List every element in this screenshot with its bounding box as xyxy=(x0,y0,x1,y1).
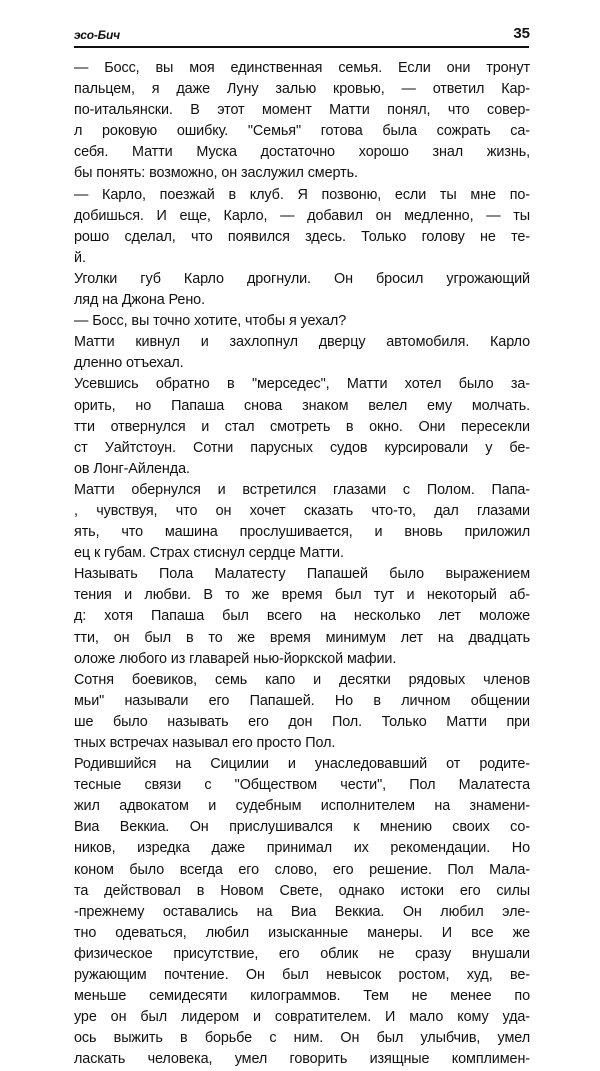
text-line: коном было всегда его слово, его решение. Пол Мала- xyxy=(74,861,530,878)
text-line: -прежнему оставались на Виа Веккиа. Он любил эле- xyxy=(74,903,530,920)
text-line: ше было называть его дон Пол. Только Матти при xyxy=(74,713,530,730)
running-title: эсо-Бич xyxy=(74,28,120,42)
text-line: оложе любого из главарей нью-йоркской мафии. xyxy=(74,650,397,667)
text-line: добишься. И еще, Карло, — добавил он медленно, — ты xyxy=(74,207,530,224)
text-line: пальцем, я даже Луну залью кровью, — ответил Кар- xyxy=(74,81,530,98)
text-line: жил адвокатом и судебным исполнителем на знамени- xyxy=(74,798,530,815)
text-line: тения и любви. В то же время был тут и некоторый аб- xyxy=(74,587,530,604)
text-line: д: хотя Папаша был всего на несколько лет моложе xyxy=(74,608,530,625)
text-line: Называть Пола Малатесту Папашей было выражением xyxy=(74,566,530,583)
text-line: ось выжить в борьбе с ним. Он был улыбчив, умел xyxy=(74,1030,530,1047)
text-line: , чувствуя, что он хочет сказать что-то, дал глазами xyxy=(74,502,530,519)
text-line: тти отвернулся и стал смотреть в окно. Они пересекли xyxy=(74,418,530,435)
text-line: тесные связи с "Обществом чести", Пол Малатеста xyxy=(74,777,530,794)
text-line: ников, изредка даже принимал их рекомендации. Но xyxy=(74,840,530,857)
text-line: орить, но Папаша снова знаком велел ему молчать. xyxy=(74,397,530,414)
body-text xyxy=(74,58,530,1071)
text-line: Матти кивнул и захлопнул дверцу автомобиля. Карло xyxy=(74,334,530,351)
text-line: л роковую ошибку. "Семья" готова была сожрать са- xyxy=(74,123,530,140)
header-rule xyxy=(74,46,529,48)
text-line: бы понять: возможно, он заслужил смерть. xyxy=(74,165,358,182)
text-line: — Босс, вы точно хотите, чтобы я уехал? xyxy=(74,313,347,330)
text-line: физическое присутствие, его облик не сразу внушали xyxy=(74,945,530,962)
running-head xyxy=(74,24,532,46)
text-line: ляд на Джона Рено. xyxy=(74,292,205,309)
text-line: по-итальянски. В этот момент Матти понял, что совер- xyxy=(74,102,530,119)
text-line: — Босс, вы моя единственная семья. Если они тронут xyxy=(74,60,530,76)
text-line: тных встречах называл его просто Пол. xyxy=(74,735,336,751)
text-line: Матти обернулся и встретился глазами с Полом. Папа- xyxy=(74,481,530,498)
text-line: Уголки губ Карло дрогнули. Он бросил угрожающий xyxy=(74,270,530,287)
text-line: тно одеваться, любил изысканные манеры. И все же xyxy=(74,924,530,941)
text-line: тти, он был в то же время минимум лет на двадцать xyxy=(74,629,530,646)
text-line: та действовал в Новом Свете, однако истоки его силы xyxy=(74,882,530,899)
text-line: Усевшись обратно в "мерседес", Матти хотел было за- xyxy=(74,376,530,393)
text-line: меньше семидесяти килограммов. Тем не менее по xyxy=(74,988,530,1005)
page-number: 35 xyxy=(513,25,530,42)
text-line: ласкать человека, умел говорить изящные комплимен- xyxy=(74,1051,530,1068)
text-line: уре он был лидером и совратителем. И мало кому уда- xyxy=(74,1009,530,1026)
text-line: мьи" называли его Папашей. Но в личном общении xyxy=(74,692,530,709)
text-line: Виа Веккиа. Он прислушивался к мнению своих со- xyxy=(74,819,530,836)
text-line: Родившийся на Сицилии и унаследовавший от родите- xyxy=(74,756,530,773)
text-line: дленно отъехал. xyxy=(74,355,184,372)
text-line: ов Лонг-Айленда. xyxy=(74,460,190,477)
text-line: ец к губам. Страх стиснул сердце Матти. xyxy=(74,545,344,562)
text-line: ружающим почтение. Он был невысок ростом, худ, ве- xyxy=(74,967,530,984)
text-line: Сотня боевиков, семь капо и десятки рядовых членов xyxy=(74,671,530,688)
text-line: — Карло, поезжай в клуб. Я позвоню, если ты мне по- xyxy=(74,186,530,203)
text-line: ст Уайтстоун. Сотни парусных судов курсировали у бе- xyxy=(74,439,530,456)
text-line: ять, что машина прослушивается, и вновь приложил xyxy=(74,524,530,541)
text-line: рошо сделал, что появился здесь. Только голову не те- xyxy=(74,228,530,245)
text-line: себя. Матти Муска достаточно хорошо знал жизнь, xyxy=(74,144,530,161)
text-line: й. xyxy=(74,249,86,266)
